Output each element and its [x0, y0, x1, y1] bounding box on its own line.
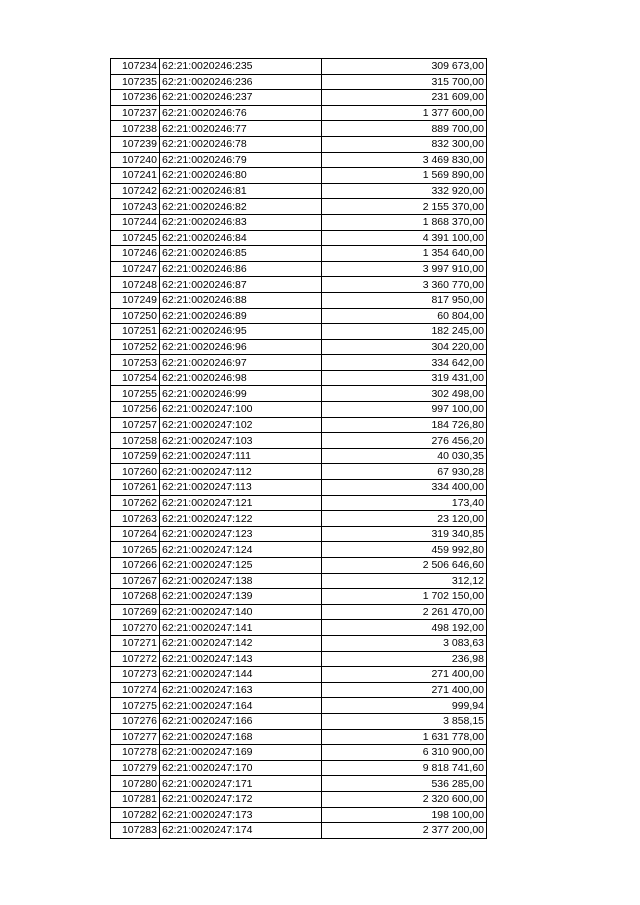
- cadastral-number-cell: 62:21:0020247:166: [160, 713, 322, 729]
- cadastral-number-cell: 62:21:0020247:172: [160, 791, 322, 807]
- table-row: [111, 604, 487, 620]
- row-id-cell: 107269: [111, 604, 160, 620]
- cadastral-number-cell: 62:21:0020247:168: [160, 729, 322, 745]
- table-row: [111, 59, 487, 75]
- row-id-cell: 107283: [111, 823, 160, 839]
- cadastral-number-cell: 62:21:0020246:237: [160, 90, 322, 106]
- cadastral-value-cell: 817 950,00: [322, 292, 487, 308]
- table-body: [111, 59, 487, 839]
- cadastral-number-cell: 62:21:0020246:98: [160, 370, 322, 386]
- cadastral-number-cell: 62:21:0020246:235: [160, 59, 322, 75]
- row-id-cell: 107241: [111, 168, 160, 184]
- table-row: [111, 620, 487, 636]
- cadastral-value-cell: 67 930,28: [322, 464, 487, 480]
- cadastral-value-cell: 1 702 150,00: [322, 589, 487, 605]
- row-id-cell: 107242: [111, 183, 160, 199]
- cadastral-value-cell: 184 726,80: [322, 417, 487, 433]
- row-id-cell: 107244: [111, 214, 160, 230]
- cadastral-number-cell: 62:21:0020246:97: [160, 355, 322, 371]
- cadastral-number-cell: 62:21:0020246:86: [160, 261, 322, 277]
- cadastral-value-cell: 271 400,00: [322, 667, 487, 683]
- cadastral-value-cell: 459 992,80: [322, 542, 487, 558]
- cadastral-value-cell: 304 220,00: [322, 339, 487, 355]
- table-row: [111, 589, 487, 605]
- cadastral-number-cell: 62:21:0020247:113: [160, 480, 322, 496]
- row-id-cell: 107258: [111, 433, 160, 449]
- cadastral-number-cell: 62:21:0020247:122: [160, 511, 322, 527]
- cadastral-number-cell: 62:21:0020246:84: [160, 230, 322, 246]
- cadastral-number-cell: 62:21:0020247:142: [160, 635, 322, 651]
- row-id-cell: 107246: [111, 246, 160, 262]
- row-id-cell: 107253: [111, 355, 160, 371]
- cadastral-value-cell: 2 261 470,00: [322, 604, 487, 620]
- cadastral-value-cell: 997 100,00: [322, 402, 487, 418]
- cadastral-value-cell: 2 377 200,00: [322, 823, 487, 839]
- table-row: [111, 558, 487, 574]
- table-row: [111, 480, 487, 496]
- table-row: [111, 292, 487, 308]
- cadastral-number-cell: 62:21:0020246:82: [160, 199, 322, 215]
- table-row: [111, 105, 487, 121]
- row-id-cell: 107240: [111, 152, 160, 168]
- cadastral-value-cell: 1 354 640,00: [322, 246, 487, 262]
- cadastral-number-cell: 62:21:0020247:121: [160, 495, 322, 511]
- row-id-cell: 107251: [111, 324, 160, 340]
- cadastral-number-cell: 62:21:0020246:88: [160, 292, 322, 308]
- row-id-cell: 107250: [111, 308, 160, 324]
- cadastral-number-cell: 62:21:0020247:103: [160, 433, 322, 449]
- cadastral-number-cell: 62:21:0020247:171: [160, 776, 322, 792]
- cadastral-number-cell: 62:21:0020247:102: [160, 417, 322, 433]
- row-id-cell: 107268: [111, 589, 160, 605]
- table-row: [111, 261, 487, 277]
- cadastral-number-cell: 62:21:0020247:141: [160, 620, 322, 636]
- cadastral-value-cell: 60 804,00: [322, 308, 487, 324]
- row-id-cell: 107248: [111, 277, 160, 293]
- table-row: [111, 386, 487, 402]
- row-id-cell: 107272: [111, 651, 160, 667]
- cadastral-value-cell: 182 245,00: [322, 324, 487, 340]
- table-row: [111, 760, 487, 776]
- cadastral-number-cell: 62:21:0020246:77: [160, 121, 322, 137]
- cadastral-value-cell: 3 858,15: [322, 713, 487, 729]
- table-row: [111, 791, 487, 807]
- table-row: [111, 698, 487, 714]
- table-row: [111, 729, 487, 745]
- table-row: [111, 464, 487, 480]
- row-id-cell: 107237: [111, 105, 160, 121]
- row-id-cell: 107280: [111, 776, 160, 792]
- row-id-cell: 107263: [111, 511, 160, 527]
- cadastral-value-cell: 302 498,00: [322, 386, 487, 402]
- row-id-cell: 107257: [111, 417, 160, 433]
- table-row: [111, 667, 487, 683]
- row-id-cell: 107235: [111, 74, 160, 90]
- cadastral-number-cell: 62:21:0020247:174: [160, 823, 322, 839]
- row-id-cell: 107239: [111, 136, 160, 152]
- row-id-cell: 107243: [111, 199, 160, 215]
- table-row: [111, 651, 487, 667]
- table-row: [111, 682, 487, 698]
- row-id-cell: 107262: [111, 495, 160, 511]
- table-row: [111, 542, 487, 558]
- cadastral-value-cell: 236,98: [322, 651, 487, 667]
- table-row: [111, 90, 487, 106]
- cadastral-value-cell: 231 609,00: [322, 90, 487, 106]
- table-row: [111, 355, 487, 371]
- table-row: [111, 308, 487, 324]
- table-row: [111, 214, 487, 230]
- table-row: [111, 339, 487, 355]
- cadastral-number-cell: 62:21:0020246:89: [160, 308, 322, 324]
- cadastral-number-cell: 62:21:0020247:144: [160, 667, 322, 683]
- row-id-cell: 107256: [111, 402, 160, 418]
- row-id-cell: 107271: [111, 635, 160, 651]
- cadastral-number-cell: 62:21:0020247:112: [160, 464, 322, 480]
- table-row: [111, 823, 487, 839]
- row-id-cell: 107274: [111, 682, 160, 698]
- row-id-cell: 107234: [111, 59, 160, 75]
- cadastral-value-cell: 999,94: [322, 698, 487, 714]
- cadastral-value-cell: 276 456,20: [322, 433, 487, 449]
- cadastral-number-cell: 62:21:0020246:95: [160, 324, 322, 340]
- cadastral-number-cell: 62:21:0020246:83: [160, 214, 322, 230]
- row-id-cell: 107261: [111, 480, 160, 496]
- cadastral-number-cell: 62:21:0020247:173: [160, 807, 322, 823]
- cadastral-value-cell: 3 997 910,00: [322, 261, 487, 277]
- cadastral-number-cell: 62:21:0020246:85: [160, 246, 322, 262]
- cadastral-number-cell: 62:21:0020246:96: [160, 339, 322, 355]
- row-id-cell: 107275: [111, 698, 160, 714]
- row-id-cell: 107252: [111, 339, 160, 355]
- cadastral-value-cell: 198 100,00: [322, 807, 487, 823]
- row-id-cell: 107249: [111, 292, 160, 308]
- row-id-cell: 107247: [111, 261, 160, 277]
- cadastral-value-cell: 319 431,00: [322, 370, 487, 386]
- cadastral-value-cell: 3 360 770,00: [322, 277, 487, 293]
- cadastral-value-cell: 2 506 646,60: [322, 558, 487, 574]
- cadastral-value-cell: 271 400,00: [322, 682, 487, 698]
- cadastral-number-cell: 62:21:0020247:170: [160, 760, 322, 776]
- row-id-cell: 107254: [111, 370, 160, 386]
- cadastral-value-cell: 1 377 600,00: [322, 105, 487, 121]
- row-id-cell: 107281: [111, 791, 160, 807]
- row-id-cell: 107273: [111, 667, 160, 683]
- cadastral-value-cell: 334 400,00: [322, 480, 487, 496]
- cadastral-number-cell: 62:21:0020246:76: [160, 105, 322, 121]
- cadastral-value-cell: 1 868 370,00: [322, 214, 487, 230]
- cadastral-value-cell: 4 391 100,00: [322, 230, 487, 246]
- row-id-cell: 107282: [111, 807, 160, 823]
- cadastral-number-cell: 62:21:0020247:123: [160, 526, 322, 542]
- cadastral-number-cell: 62:21:0020246:99: [160, 386, 322, 402]
- cadastral-value-cell: 2 155 370,00: [322, 199, 487, 215]
- cadastral-number-cell: 62:21:0020246:79: [160, 152, 322, 168]
- cadastral-number-cell: 62:21:0020247:143: [160, 651, 322, 667]
- cadastral-value-cell: 889 700,00: [322, 121, 487, 137]
- table-row: [111, 121, 487, 137]
- row-id-cell: 107245: [111, 230, 160, 246]
- row-id-cell: 107278: [111, 745, 160, 761]
- table-row: [111, 745, 487, 761]
- cadastral-number-cell: 62:21:0020247:111: [160, 448, 322, 464]
- cadastral-value-cell: 3 469 830,00: [322, 152, 487, 168]
- table-row: [111, 370, 487, 386]
- cadastral-value-table: [110, 58, 487, 839]
- table-row: [111, 807, 487, 823]
- cadastral-value-cell: 319 340,85: [322, 526, 487, 542]
- cadastral-value-cell: 1 631 778,00: [322, 729, 487, 745]
- cadastral-value-cell: 536 285,00: [322, 776, 487, 792]
- table-row: [111, 402, 487, 418]
- table-row: [111, 573, 487, 589]
- cadastral-value-cell: 1 569 890,00: [322, 168, 487, 184]
- cadastral-number-cell: 62:21:0020246:80: [160, 168, 322, 184]
- row-id-cell: 107279: [111, 760, 160, 776]
- cadastral-value-cell: 498 192,00: [322, 620, 487, 636]
- cadastral-number-cell: 62:21:0020247:100: [160, 402, 322, 418]
- cadastral-number-cell: 62:21:0020246:87: [160, 277, 322, 293]
- table-row: [111, 136, 487, 152]
- cadastral-number-cell: 62:21:0020247:163: [160, 682, 322, 698]
- row-id-cell: 107265: [111, 542, 160, 558]
- table-row: [111, 417, 487, 433]
- row-id-cell: 107270: [111, 620, 160, 636]
- table-row: [111, 230, 487, 246]
- cadastral-value-cell: 6 310 900,00: [322, 745, 487, 761]
- cadastral-value-cell: 332 920,00: [322, 183, 487, 199]
- cadastral-number-cell: 62:21:0020246:81: [160, 183, 322, 199]
- cadastral-number-cell: 62:21:0020247:139: [160, 589, 322, 605]
- cadastral-value-cell: 2 320 600,00: [322, 791, 487, 807]
- cadastral-number-cell: 62:21:0020247:124: [160, 542, 322, 558]
- cadastral-number-cell: 62:21:0020247:164: [160, 698, 322, 714]
- row-id-cell: 107277: [111, 729, 160, 745]
- table-row: [111, 277, 487, 293]
- cadastral-value-cell: 9 818 741,60: [322, 760, 487, 776]
- row-id-cell: 107236: [111, 90, 160, 106]
- cadastral-value-cell: 173,40: [322, 495, 487, 511]
- row-id-cell: 107264: [111, 526, 160, 542]
- row-id-cell: 107260: [111, 464, 160, 480]
- cadastral-number-cell: 62:21:0020246:236: [160, 74, 322, 90]
- table-row: [111, 511, 487, 527]
- cadastral-number-cell: 62:21:0020247:140: [160, 604, 322, 620]
- table-row: [111, 495, 487, 511]
- cadastral-number-cell: 62:21:0020247:138: [160, 573, 322, 589]
- table-row: [111, 526, 487, 542]
- cadastral-value-cell: 309 673,00: [322, 59, 487, 75]
- table-row: [111, 635, 487, 651]
- table-row: [111, 246, 487, 262]
- table-row: [111, 713, 487, 729]
- table-row: [111, 199, 487, 215]
- cadastral-number-cell: 62:21:0020247:125: [160, 558, 322, 574]
- cadastral-value-cell: 23 120,00: [322, 511, 487, 527]
- row-id-cell: 107238: [111, 121, 160, 137]
- cadastral-value-cell: 832 300,00: [322, 136, 487, 152]
- table-row: [111, 433, 487, 449]
- table-row: [111, 183, 487, 199]
- table-row: [111, 448, 487, 464]
- cadastral-value-cell: 315 700,00: [322, 74, 487, 90]
- table-row: [111, 74, 487, 90]
- table-row: [111, 152, 487, 168]
- table-row: [111, 168, 487, 184]
- cadastral-value-cell: 3 083,63: [322, 635, 487, 651]
- cadastral-value-cell: 40 030,35: [322, 448, 487, 464]
- row-id-cell: 107266: [111, 558, 160, 574]
- cadastral-value-cell: 334 642,00: [322, 355, 487, 371]
- table-row: [111, 324, 487, 340]
- row-id-cell: 107255: [111, 386, 160, 402]
- cadastral-number-cell: 62:21:0020246:78: [160, 136, 322, 152]
- cadastral-value-cell: 312,12: [322, 573, 487, 589]
- row-id-cell: 107267: [111, 573, 160, 589]
- row-id-cell: 107259: [111, 448, 160, 464]
- cadastral-number-cell: 62:21:0020247:169: [160, 745, 322, 761]
- row-id-cell: 107276: [111, 713, 160, 729]
- table-row: [111, 776, 487, 792]
